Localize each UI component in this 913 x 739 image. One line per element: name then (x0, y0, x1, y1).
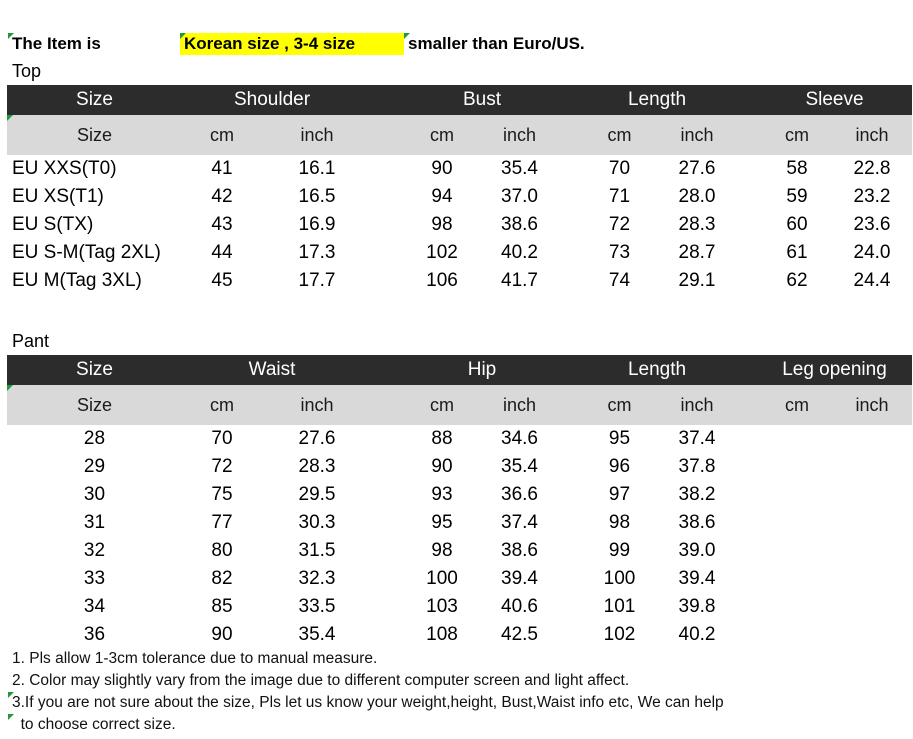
hip-cm: 88 (431, 428, 453, 449)
hip-cm: 98 (431, 540, 453, 561)
size-label: EU S-M(Tag 2XL) (12, 242, 161, 263)
size-label: 33 (83, 568, 106, 589)
size-label: EU M(Tag 3XL) (12, 270, 142, 291)
hip-cm: 95 (431, 512, 453, 533)
header-waist: Waist (248, 359, 296, 380)
sleeve-cm: 60 (786, 214, 808, 235)
size-label: 34 (83, 596, 106, 617)
waist-cm: 77 (211, 512, 233, 533)
length-inch: 28.7 (678, 242, 716, 263)
hip-cm: 93 (431, 484, 453, 505)
size-label: 32 (83, 540, 106, 561)
waist-cm: 82 (211, 568, 233, 589)
subheader-inch: inch (300, 124, 334, 145)
length-inch: 39.0 (678, 540, 716, 561)
bust-cm: 102 (426, 242, 458, 263)
leg-opening-cm (752, 565, 842, 593)
length-inch: 39.4 (678, 568, 716, 589)
shoulder-cm: 45 (211, 270, 233, 291)
header-size: Size (76, 89, 113, 110)
cell-marker (404, 33, 410, 39)
header-bust: Bust (462, 89, 502, 110)
length-cm: 99 (608, 540, 631, 561)
sleeve-cm: 61 (786, 242, 808, 263)
note-3: 3.If you are not sure about the size, Pls let us know your weight,height, Bust,Waist info etc, We can help (12, 694, 724, 711)
length-cm: 71 (608, 186, 631, 207)
hip-inch: 37.4 (501, 512, 538, 533)
header-length: Length (627, 359, 687, 380)
table-row (7, 183, 912, 211)
note-3-continued: to choose correct size. (12, 716, 176, 733)
subheader-size: Size (76, 124, 112, 145)
length-cm: 102 (603, 624, 636, 645)
subheader-inch: inch (502, 124, 537, 145)
shoulder-cm: 44 (211, 242, 233, 263)
subheader-cm: cm (210, 394, 234, 415)
waist-inch: 30.3 (298, 512, 336, 533)
hip-inch: 35.4 (501, 456, 538, 477)
length-cm: 74 (608, 270, 631, 291)
hip-inch: 40.6 (501, 596, 538, 617)
length-cm: 73 (608, 242, 631, 263)
waist-inch: 28.3 (298, 456, 336, 477)
table-row (7, 211, 912, 239)
table-row (7, 239, 912, 267)
subheader-cm: cm (430, 394, 454, 415)
subheader-cm: cm (430, 124, 454, 145)
bust-cm: 90 (431, 158, 453, 179)
size-label: 29 (83, 456, 106, 477)
waist-inch: 33.5 (298, 596, 336, 617)
sleeve-inch: 23.2 (853, 186, 891, 207)
note-2: 2. Color may slightly vary from the image due to different computer screen and light affect. (12, 672, 630, 689)
bust-inch: 37.0 (501, 186, 538, 207)
sleeve-inch: 24.4 (853, 270, 891, 291)
length-inch: 38.6 (678, 512, 716, 533)
cell-marker (8, 714, 14, 720)
header-size: Size (76, 359, 113, 380)
leg-opening-cm (752, 481, 842, 509)
bust-inch: 35.4 (501, 158, 538, 179)
leg-opening-inch (832, 425, 912, 453)
length-cm: 96 (608, 456, 631, 477)
cell-marker (8, 692, 14, 698)
sleeve-cm: 58 (786, 158, 808, 179)
leg-opening-cm (752, 509, 842, 537)
hip-cm: 108 (426, 624, 458, 645)
table-row (7, 593, 912, 621)
length-cm: 97 (608, 484, 631, 505)
bust-cm: 106 (426, 270, 458, 291)
length-cm: 95 (608, 428, 631, 449)
table-row (7, 425, 912, 453)
waist-inch: 29.5 (298, 484, 336, 505)
length-cm: 72 (608, 214, 631, 235)
leg-opening-inch (832, 481, 912, 509)
sleeve-cm: 59 (786, 186, 808, 207)
shoulder-cm: 43 (211, 214, 233, 235)
length-cm: 98 (608, 512, 631, 533)
header-sleeve: Sleeve (805, 89, 864, 110)
leg-opening-inch (832, 509, 912, 537)
leg-opening-inch (832, 453, 912, 481)
subheader-cm: cm (607, 124, 632, 145)
length-cm: 100 (603, 568, 636, 589)
leg-opening-inch (832, 593, 912, 621)
top-section-title: Top (12, 61, 42, 81)
cell-marker (180, 33, 186, 39)
leg-opening-cm (752, 537, 842, 565)
table-row (7, 481, 912, 509)
hip-inch: 42.5 (501, 624, 538, 645)
waist-inch: 35.4 (298, 624, 336, 645)
leg-opening-cm (752, 593, 842, 621)
table-row (7, 453, 912, 481)
length-inch: 29.1 (678, 270, 716, 291)
size-label: EU XS(T1) (12, 186, 104, 207)
shoulder-cm: 41 (211, 158, 233, 179)
length-inch: 38.2 (678, 484, 716, 505)
waist-inch: 27.6 (298, 428, 336, 449)
hip-cm: 90 (431, 456, 453, 477)
cell-marker (7, 385, 13, 391)
leg-opening-cm (752, 425, 842, 453)
intro-suffix: smaller than Euro/US. (408, 34, 585, 53)
top-size-table (7, 85, 912, 295)
leg-opening-cm (752, 621, 842, 649)
hip-inch: 36.6 (501, 484, 538, 505)
leg-opening-cm (752, 453, 842, 481)
bust-inch: 40.2 (501, 242, 538, 263)
top-header-row (7, 85, 912, 115)
subheader-inch: inch (855, 124, 889, 145)
size-label: EU S(TX) (12, 214, 94, 235)
size-label: 28 (83, 428, 106, 449)
waist-cm: 75 (211, 484, 233, 505)
bust-inch: 41.7 (501, 270, 538, 291)
table-row (7, 537, 912, 565)
top-subheader-row (7, 115, 912, 155)
size-label: 31 (83, 512, 106, 533)
table-row (7, 621, 912, 649)
leg-opening-inch (832, 621, 912, 649)
hip-inch: 38.6 (501, 540, 538, 561)
waist-cm: 90 (211, 624, 233, 645)
size-label: 30 (83, 484, 106, 505)
pant-subheader-row (7, 385, 912, 425)
sleeve-inch: 24.0 (853, 242, 891, 263)
length-inch: 40.2 (678, 624, 716, 645)
size-label: 36 (83, 624, 106, 645)
waist-cm: 72 (211, 456, 233, 477)
hip-inch: 34.6 (501, 428, 538, 449)
pant-header-row (7, 355, 912, 385)
subheader-cm: cm (785, 124, 809, 145)
length-cm: 101 (603, 596, 636, 617)
header-leg-opening: Leg opening (782, 359, 887, 380)
waist-cm: 70 (211, 428, 233, 449)
waist-inch: 32.3 (298, 568, 336, 589)
hip-inch: 39.4 (501, 568, 538, 589)
waist-cm: 80 (211, 540, 233, 561)
waist-inch: 31.5 (298, 540, 336, 561)
bust-cm: 98 (431, 214, 453, 235)
length-inch: 37.8 (678, 456, 716, 477)
sleeve-inch: 22.8 (853, 158, 891, 179)
leg-opening-inch (832, 537, 912, 565)
length-inch: 27.6 (678, 158, 716, 179)
length-cm: 70 (608, 158, 631, 179)
table-row (7, 565, 912, 593)
subheader-cm: cm (785, 394, 809, 415)
subheader-inch: inch (855, 394, 889, 415)
waist-cm: 85 (211, 596, 233, 617)
table-row (7, 155, 912, 183)
sleeve-cm: 62 (786, 270, 808, 291)
subheader-cm: cm (607, 394, 632, 415)
header-shoulder: Shoulder (233, 89, 311, 110)
leg-opening-inch (832, 565, 912, 593)
length-inch: 28.3 (678, 214, 716, 235)
header-length: Length (627, 89, 687, 110)
shoulder-inch: 16.9 (298, 214, 336, 235)
shoulder-inch: 16.5 (298, 186, 336, 207)
hip-cm: 103 (426, 596, 458, 617)
cell-marker (7, 115, 13, 121)
intro-highlight: Korean size , 3-4 size (180, 33, 404, 55)
subheader-inch: inch (680, 124, 714, 145)
shoulder-inch: 16.1 (298, 158, 336, 179)
length-inch: 37.4 (678, 428, 716, 449)
subheader-cm: cm (210, 124, 234, 145)
subheader-size: Size (76, 394, 112, 415)
cell-marker (8, 33, 14, 39)
bust-cm: 94 (431, 186, 453, 207)
sleeve-inch: 23.6 (853, 214, 891, 235)
subheader-inch: inch (502, 394, 537, 415)
table-row (7, 509, 912, 537)
header-hip: Hip (467, 359, 497, 380)
subheader-inch: inch (680, 394, 714, 415)
subheader-inch: inch (300, 394, 334, 415)
pant-section-title: Pant (12, 331, 50, 351)
intro-prefix: The Item is (12, 34, 101, 53)
length-inch: 28.0 (678, 186, 716, 207)
note-1: 1. Pls allow 1-3cm tolerance due to manual measure. (12, 650, 378, 667)
length-inch: 39.8 (678, 596, 716, 617)
bust-inch: 38.6 (501, 214, 538, 235)
hip-cm: 100 (426, 568, 458, 589)
table-row (7, 267, 912, 295)
shoulder-cm: 42 (211, 186, 233, 207)
shoulder-inch: 17.7 (298, 270, 336, 291)
pant-size-table (7, 355, 912, 649)
shoulder-inch: 17.3 (298, 242, 336, 263)
size-label: EU XXS(T0) (12, 158, 117, 179)
